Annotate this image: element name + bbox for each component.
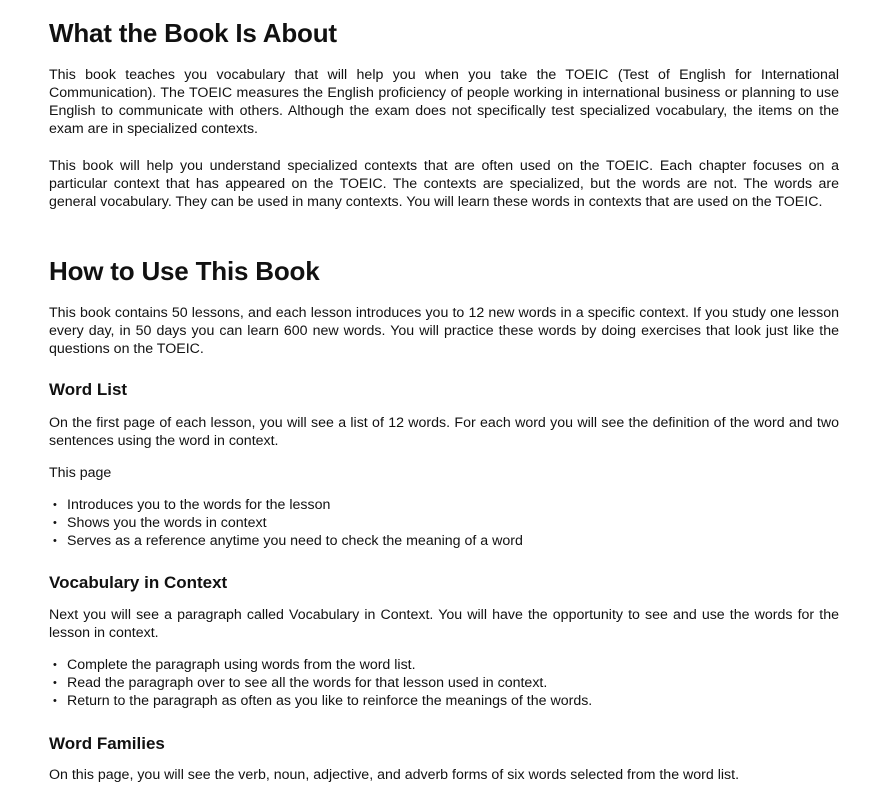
list-item: • Shows you the words in context	[49, 514, 839, 532]
paragraph-vocabulary-in-context: Next you will see a paragraph called Vocabulary in Context. You will have the opportunity to see and use the words for the lesson in context.	[49, 607, 839, 641]
paragraph-specialized-contexts: This book will help you understand specialized contexts that are often used on the TOEIC. Each chapter focuses on a particular context that has appeared on the TOEIC. The contexts are specialized, but the words are not. The words are general vocabulary. They can be used in many contexts. You will learn these words in contexts that are used on the TOEIC.	[49, 158, 839, 210]
heading-how-to-use-this-book: How to Use This Book	[49, 256, 320, 286]
vocabulary-in-context-bullets	[49, 656, 839, 710]
list-item: • Serves as a reference anytime you need to check the meaning of a word	[49, 532, 839, 550]
paragraph-book-purpose: This book teaches you vocabulary that will help you when you take the TOEIC (Test of English for International Communication). The TOEIC measures the English proficiency of people working in international business or planning to use English to communicate with others. Although the exam does not specifically test specialized vocabulary, the items on the exam are in specialized contexts.	[49, 67, 839, 137]
paragraph-word-families: On this page, you will see the verb, noun, adjective, and adverb forms of six words selected from the word list.	[49, 767, 740, 783]
list-item: • Introduces you to the words for the lesson	[49, 496, 839, 514]
list-item: • Return to the paragraph as often as you like to reinforce the meanings of the words.	[49, 692, 839, 710]
paragraph-word-list: On the first page of each lesson, you will see a list of 12 words. For each word you will see the definition of the word and two sentences using the word in context.	[49, 415, 839, 449]
heading-vocabulary-in-context: Vocabulary in Context	[49, 573, 228, 592]
heading-word-list: Word List	[49, 380, 128, 399]
paragraph-lessons-overview: This book contains 50 lessons, and each lesson introduces you to 12 new words in a specific context. If you study one lesson every day, in 50 days you can learn 600 new words. You will practice these words by doing exercises that look just like the questions on the TOEIC.	[49, 305, 839, 357]
list-item: • Read the paragraph over to see all the words for that lesson used in context.	[49, 674, 839, 692]
word-list-bullets	[49, 496, 839, 550]
heading-word-families: Word Families	[49, 734, 165, 753]
word-list-lead: This page	[49, 465, 112, 481]
heading-what-the-book-is-about: What the Book Is About	[49, 18, 337, 48]
list-item: • Complete the paragraph using words from the word list.	[49, 656, 839, 674]
